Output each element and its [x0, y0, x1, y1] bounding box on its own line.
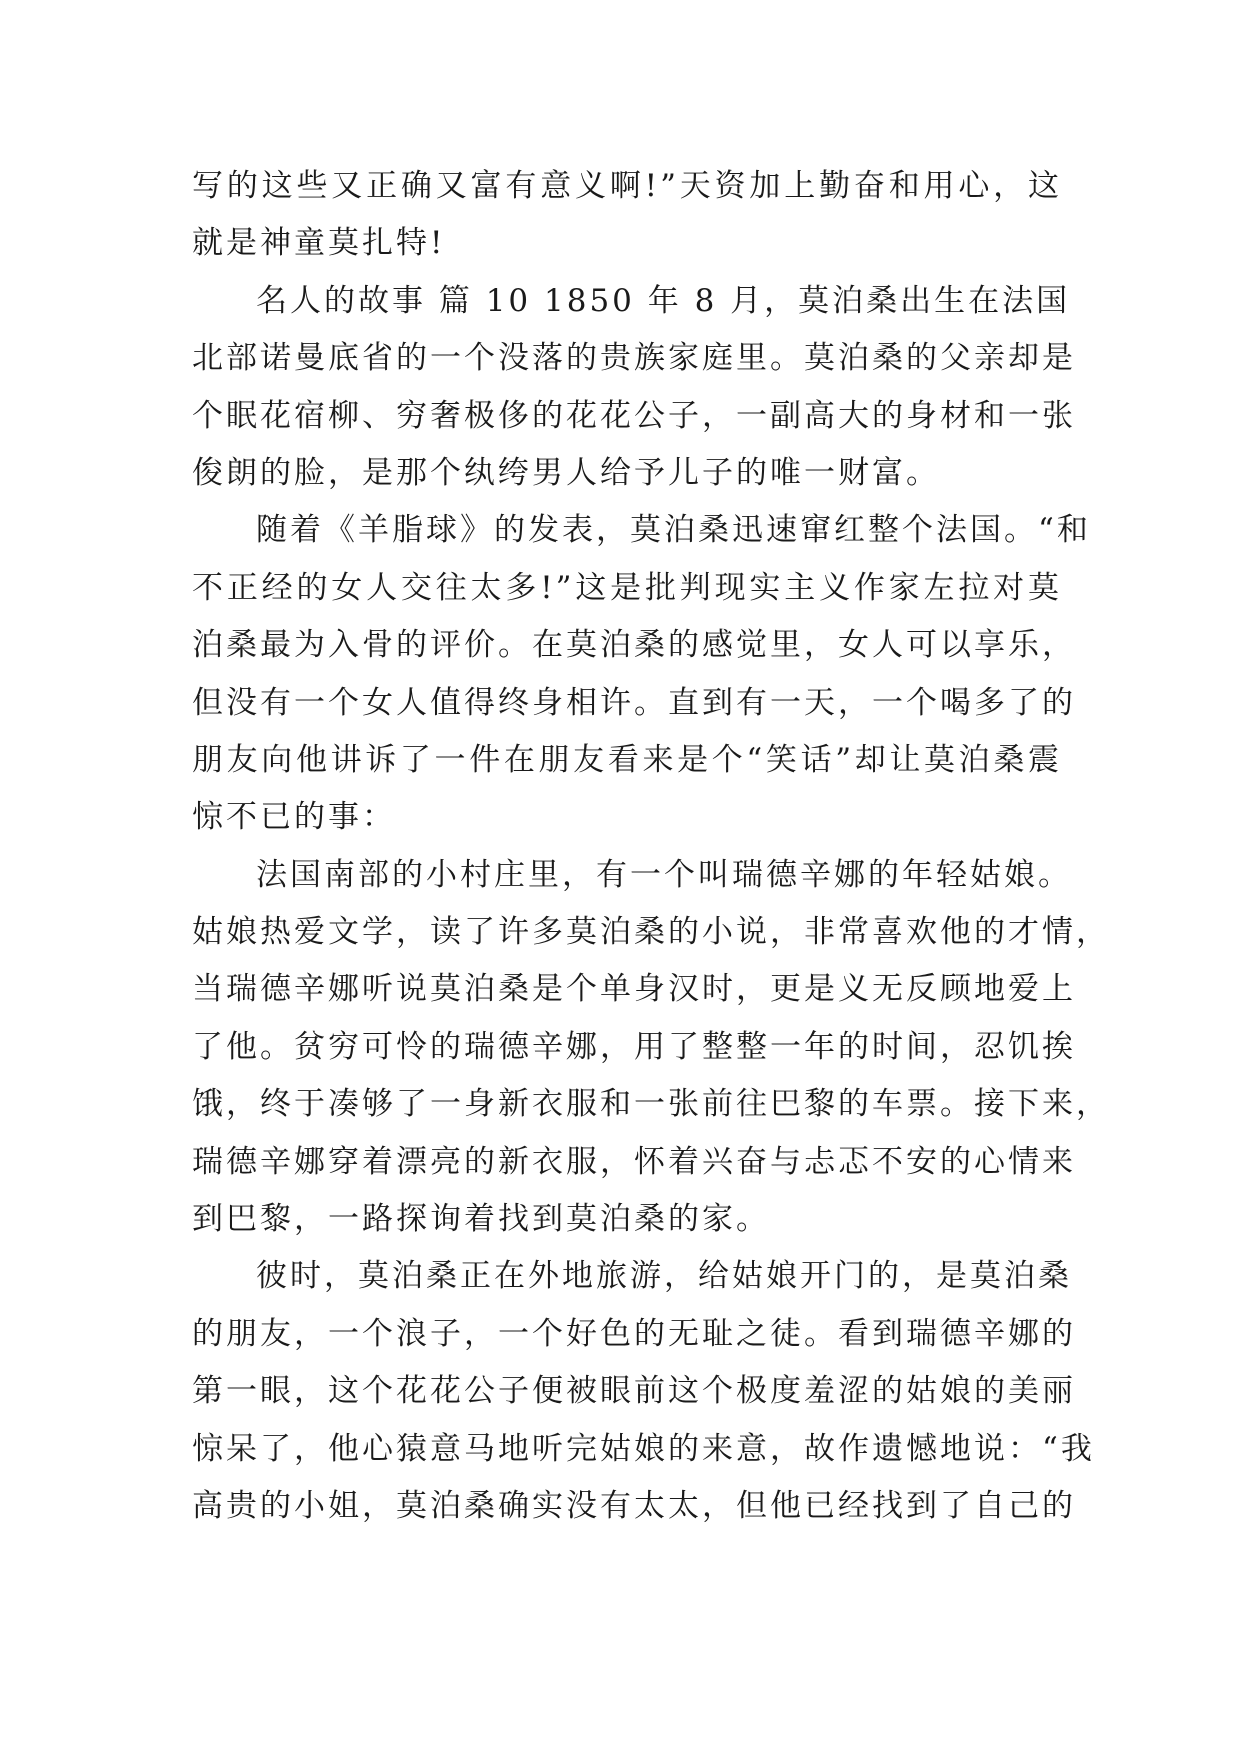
text-line: 俊朗的脸，是那个纨绔男人给予儿子的唯一财富。: [192, 454, 940, 491]
text-line: 惊呆了，他心猿意马地听完姑娘的来意，故作遗憾地说：“我: [192, 1430, 1095, 1467]
text-line: 当瑞德辛娜听说莫泊桑是个单身汉时，更是义无反顾地爱上: [192, 971, 1076, 1008]
text-line: 彼时，莫泊桑正在外地旅游，给姑娘开门的，是莫泊桑: [256, 1258, 1072, 1295]
text-line: 高贵的小姐，莫泊桑确实没有太太，但他已经找到了自己的: [192, 1487, 1076, 1524]
text-line: 惊不已的事：: [192, 799, 396, 836]
text-line: 朋友向他讲诉了一件在朋友看来是个“笑话”却让莫泊桑震: [192, 741, 1062, 778]
text-line: 不正经的女人交往太多!”这是批判现实主义作家左拉对莫: [192, 569, 1062, 606]
text-line: 饿，终于凑够了一身新衣服和一张前往巴黎的车票。接下来，: [192, 1086, 1110, 1123]
text-line: 名人的故事 篇 10 1850 年 8 月，莫泊桑出生在法国: [256, 282, 1071, 319]
text-line: 第一眼，这个花花公子便被眼前这个极度羞涩的姑娘的美丽: [192, 1373, 1076, 1410]
text-line: 瑞德辛娜穿着漂亮的新衣服，怀着兴奋与忐忑不安的心情来: [192, 1143, 1076, 1180]
text-line: 的朋友，一个浪子，一个好色的无耻之徒。看到瑞德辛娜的: [192, 1315, 1076, 1352]
text-line: 个眠花宿柳、穷奢极侈的花花公子，一副高大的身材和一张: [192, 397, 1076, 434]
text-line: 北部诺曼底省的一个没落的贵族家庭里。莫泊桑的父亲却是: [192, 340, 1076, 377]
text-line: 法国南部的小村庄里，有一个叫瑞德辛娜的年轻姑娘。: [256, 856, 1072, 893]
text-line: 就是神童莫扎特!: [192, 225, 446, 262]
text-line: 但没有一个女人值得终身相许。直到有一天，一个喝多了的: [192, 684, 1076, 721]
body-text: [192, 158, 1110, 1535]
text-line: 随着《羊脂球》的发表，莫泊桑迅速窜红整个法国。“和: [256, 512, 1091, 549]
text-line: 了他。贫穷可怜的瑞德辛娜，用了整整一年的时间，忍饥挨: [192, 1028, 1076, 1065]
text-line: 到巴黎，一路探询着找到莫泊桑的家。: [192, 1201, 770, 1238]
text-line: 写的这些又正确又富有意义啊!”天资加上勤奋和用心，这: [192, 168, 1062, 204]
text-line: 泊桑最为入骨的评价。在莫泊桑的感觉里，女人可以享乐，: [192, 627, 1076, 664]
text-line: 姑娘热爱文学，读了许多莫泊桑的小说，非常喜欢他的才情，: [192, 914, 1110, 951]
